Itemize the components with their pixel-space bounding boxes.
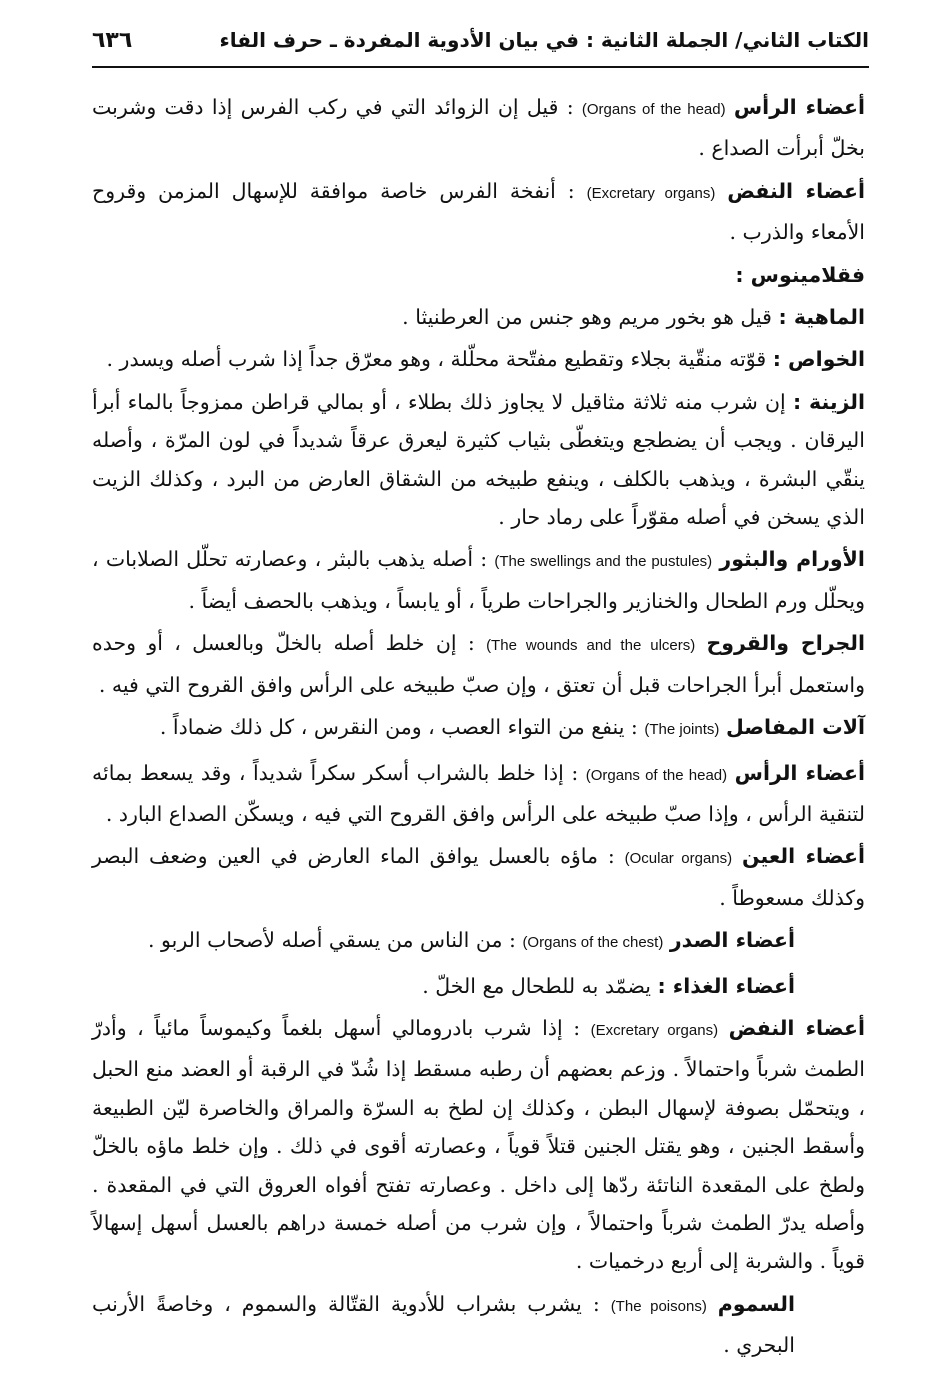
paragraph	[92, 1009, 865, 1281]
english-gloss: (Organs of the head)	[585, 766, 728, 784]
english-gloss: (Organs of the chest)	[522, 934, 664, 952]
entry-term: الزينة :	[792, 389, 865, 414]
entry-text: إن شرب منه ثلاثة مثاقيل لا يجاوز ذلك بطلاء ، أو بمالي قراطن ممزوجاً بالماء أبرأ اليرقان . ويجب أن يضطجع ويتغطّى بثياب كثيرة ليعرق عرقاً شديداً في لون المرّة ، وأصله ينقّي البشرة ، ويذهب بالكلف ، وينفع طبيخه من الشقاق العارض من البرد ، وكذلك الزيت الذي يسخن في أصله مقوّراً على رماد حار .	[92, 389, 865, 530]
paragraph	[92, 540, 865, 620]
paragraph	[92, 1285, 865, 1365]
entry-text: يضمّد به للطحال مع الخلّ .	[422, 973, 651, 998]
entry-text: : يشرب بشراب للأدوية القتّالة والسموم ، وخاصةً الأرنب البحري .	[92, 1291, 795, 1358]
entry-term: السموم	[717, 1291, 795, 1316]
entry-term: الماهية :	[778, 305, 865, 330]
paragraph	[92, 708, 865, 749]
paragraph	[92, 383, 865, 537]
english-gloss: (The poisons)	[610, 1297, 707, 1315]
entry-term: أعضاء الغذاء :	[657, 973, 795, 998]
page-number: ٦٣٦	[92, 28, 133, 53]
english-gloss: (Excretary organs)	[590, 1021, 719, 1039]
entry-term: أعضاء النفض	[728, 1015, 865, 1040]
entry-term: أعضاء الرأس	[733, 95, 865, 119]
entry-text: : من الناس من يسقي أصله لأصحاب الربو .	[148, 928, 516, 953]
entry-term: فقلامينوس :	[735, 262, 865, 287]
english-gloss: (The wounds and the ulcers)	[486, 637, 696, 655]
english-gloss: (Organs of the head)	[581, 101, 726, 118]
paragraph	[92, 256, 865, 294]
paragraph	[92, 298, 865, 336]
entry-text: : قيل إن الزوائد التي في ركب الفرس إذا دقت وشربت بخلّ أبرأت الصداع .	[92, 95, 865, 161]
entry-term: أعضاء العين	[742, 844, 865, 869]
header-title: الكتاب الثاني/ الجملة الثانية : في بيان الأدوية المفردة ـ حرف الفاء	[219, 28, 869, 52]
entry-text: : أنفخة الفرس خاصة موافقة للإسهال المزمن وقروح الأمعاء والذرب .	[92, 178, 865, 245]
paragraph	[92, 88, 865, 168]
paragraph	[92, 837, 865, 917]
entry-term: آلات المفاصل	[725, 715, 865, 740]
english-gloss: (Ocular organs)	[624, 850, 733, 868]
entry-term: أعضاء الصدر	[669, 928, 795, 953]
entry-term: الخواص :	[772, 347, 865, 372]
paragraph	[92, 624, 865, 704]
running-header	[92, 26, 869, 68]
entry-text: : إن خلط أصله بالخلّ وبالعسل ، أو وحده واستعمل أبرأ الجراحات قبل أن تعتق ، وإن صبّ طبيخه على الرأس وافق القروح التي فيه .	[92, 631, 865, 697]
paragraph	[92, 921, 865, 962]
entry-text: : إذا خلط بالشراب أسكر سكراً شديداً ، وقد يسعط بمائه لتنقية الرأس ، وإذا صبّ طبيخه على الرأس وافق القروح التي فيه ، ويسكّن الصداع البارد .	[92, 760, 865, 826]
entry-term: أعضاء النفض	[727, 178, 865, 203]
paragraph	[92, 754, 865, 834]
paragraph	[92, 340, 865, 378]
entry-text: : ماؤه بالعسل يوافق الماء العارض في العين وضعف البصر وكذلك مسعوطاً .	[92, 844, 865, 910]
entry-text: قيل هو بخور مريم وهو جنس من العرطنيثا .	[402, 305, 772, 330]
entry-text: : أصله يذهب بالبثر ، وعصارته تحلّل الصلابات ، ويحلّل ورم الطحال والخنازير والجراحات طرياً ، أو يابساً ، ويذهب بالحصف أيضاً .	[92, 547, 865, 613]
paragraph	[92, 172, 865, 252]
entry-text: قوّته منقّية بجلاء وتقطيع مفتّحة محلّلة ، وهو معرّق جداً إذا شرب أصله ويسدر .	[106, 347, 767, 372]
english-gloss: (The joints)	[644, 721, 720, 739]
entry-term: أعضاء الرأس	[734, 760, 865, 785]
entry-term: الجراح والقروح	[706, 631, 865, 656]
paragraph	[92, 967, 865, 1005]
english-gloss: (Excretary organs)	[586, 184, 716, 202]
entry-text: : إذا شرب بادرومالي أسهل بلغماً وكيموساً مائياً ، وأدرّ الطمث شرباً واحتمالاً . وزعم بعضهم أن رطبه مسقط إذا شُدّ في الرقبة أو العضد منع الحبل ، ويتحمّل بصوفة لإسهال البطن ، وكذلك إن لطخ به السرّة والمراق والخاصرة ليّن الطبيعة وأسقط الجنين ، وهو يقتل الجنين قتلاً قوياً ، وعصارته أقوى في ذلك . وإن خلط ماؤه بالخلّ ولطخ على المقعدة الناتئة ردّها إلى داخل . وعصارته تفتح أفواه العروق التي في المقعدة . وأصله يدرّ الطمث شرباً واحتمالاً ، وإن شرب من أصله خمسة دراهم بالعسل أسهل إسهالاً قوياً . والشربة إلى أربع درخميات .	[92, 1015, 865, 1274]
entry-term: الأورام والبثور	[719, 547, 865, 572]
body-text	[92, 88, 865, 1369]
english-gloss: (The swellings and the pustules)	[494, 553, 713, 571]
entry-text: : ينفع من التواء العصب ، ومن النقرس ، كل ذلك ضماداً .	[159, 715, 638, 740]
